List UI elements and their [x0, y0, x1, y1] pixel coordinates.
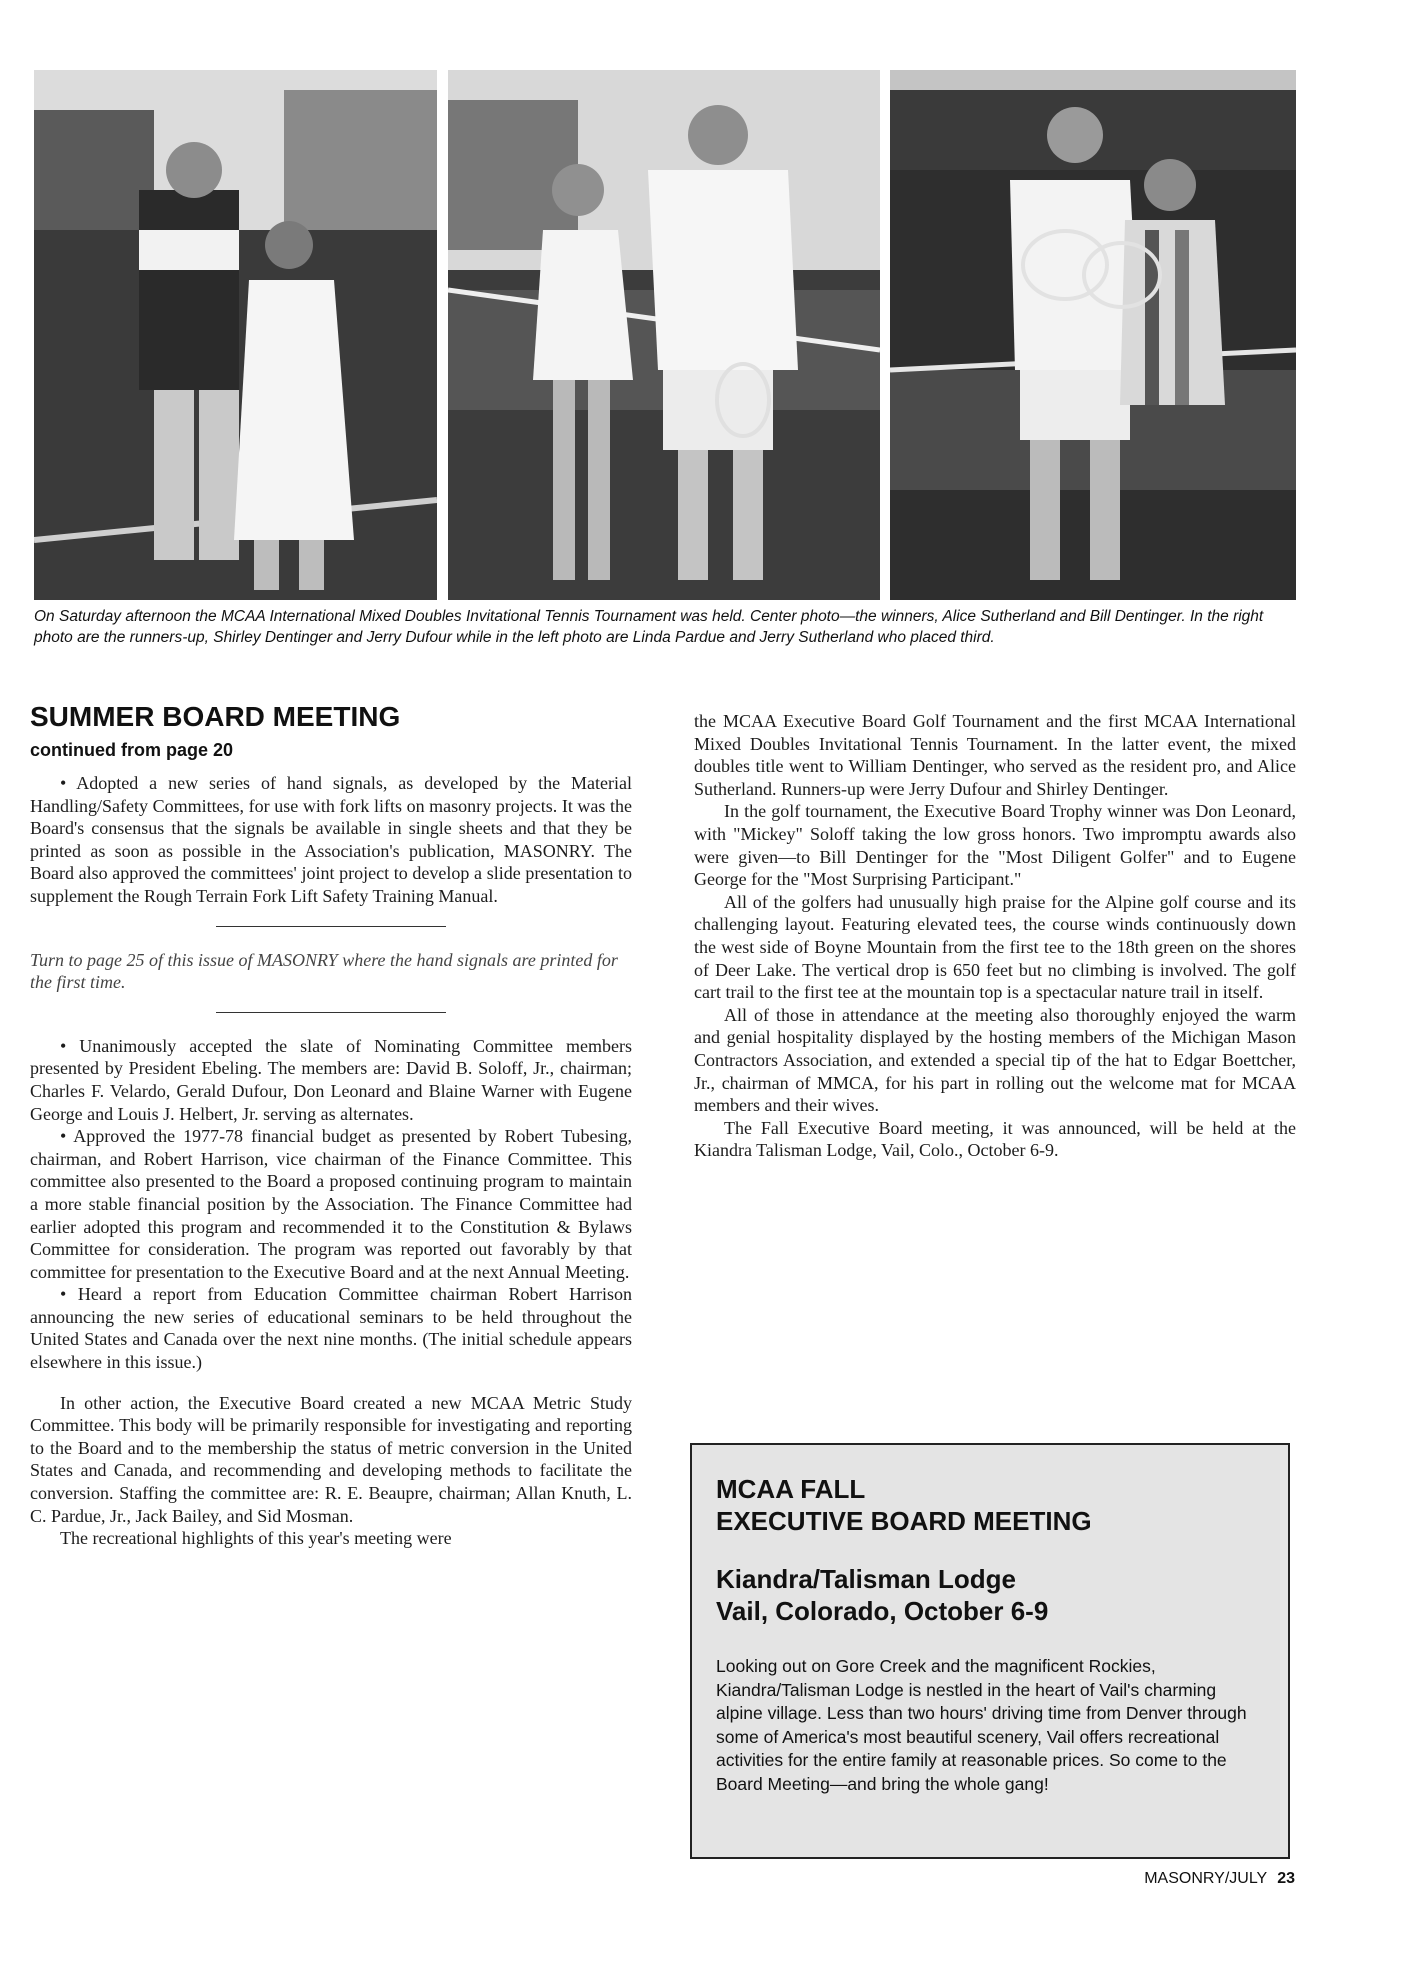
photo-center-image	[448, 70, 880, 600]
box-title-line-1: MCAA FALL	[716, 1474, 866, 1504]
fall-meeting-box	[690, 1443, 1290, 1859]
paragraph: The Fall Executive Board meeting, it was announced, will be held at the Kiandra Talisman Lodge, Vail, Colo., October 6-9.	[694, 1117, 1296, 1161]
photo-center	[448, 70, 880, 600]
divider	[216, 926, 446, 927]
paragraph: • Unanimously accepted the slate of Nominating Committee members presented by President Ebeling. The members are: David B. Soloff, Jr., chairman; Charles F. Velardo, Gerald Dufour, Don Leonard and Blaine Warner with Eugene George and Louis J. Helbert, Jr. serving as alternates.	[30, 1035, 632, 1124]
paragraph: • Adopted a new series of hand signals, as developed by the Material Handling/Safety Committees, for use with fork lifts on masonry projects. It was the Board's consensus that the signals be available in single sheets and that they be printed as soon as possible in the Association's publication, MASONRY. The Board also approved the committees' joint project to develop a slide presentation to supplement the Rough Terrain Fork Lift Safety Training Manual.	[30, 773, 632, 906]
photo-left	[34, 70, 437, 600]
paragraph: All of the golfers had unusually high praise for the Alpine golf course and its challenging layout. Featuring elevated tees, the course winds continuously down the west side of Boyne Mountain from the first tee to the 18th green on the shores of Deer Lake. The vertical drop is 650 feet but no climbing is involved. The golf cart trail to the first tee at the mountain top is a spectacular nature trail in itself.	[694, 891, 1296, 1003]
paragraph: In the golf tournament, the Executive Board Trophy winner was Don Leonard, with "Mickey" Soloff taking the low gross honors. Two impromptu awards also were given—to Bill Dentinger for the "Most Diligent Golfer" and to Eugene George for the "Most Surprising Participant."	[694, 801, 1296, 890]
paragraph: All of those in attendance at the meeting also thoroughly enjoyed the warm and genial hospitality displayed by the hosting members of the Michigan Mason Contractors Association, and extended a special tip of the hat to Edgar Boettcher, Jr., chairman of MMCA, for his part in rolling out the welcome mat for MCAA members and their wives.	[694, 1004, 1296, 1116]
photo-caption: On Saturday afternoon the MCAA International Mixed Doubles Invitational Tennis Tournament was held. Center photo—the winners, Alice Sutherland and Bill Dentinger. In the right photo are the runners-up, Shirley Dentinger and Jerry Dufour while in the left photo are Linda Pardue and Jerry Sutherland who placed third.	[34, 608, 1264, 646]
paragraph: In other action, the Executive Board created a new MCAA Metric Study Committee. This body will be primarily responsible for investigating and reporting to the Board and to the membership the status of metric conversion in the United States and Canada, and recommending and developing methods to facilitate the conversion. Staffing the committee are: R. E. Beaupre, chairman; Allan Knuth, L. C. Pardue, Jr., Jack Bailey, and Sid Mosman.	[30, 1392, 632, 1526]
article-right-column	[694, 710, 1296, 1162]
hand-signals-note: Turn to page 25 of this issue of MASONRY where the hand signals are printed for the first time.	[30, 949, 618, 993]
paragraph: • Heard a report from Education Committee chairman Robert Harrison announcing the new series of educational seminars to be held throughout the United States and Canada over the next nine months. (The initial schedule appears elsewhere in this issue.)	[30, 1284, 632, 1373]
box-subtitle-line-1: Kiandra/Talisman Lodge	[716, 1564, 1017, 1594]
photo-left-image	[34, 70, 437, 600]
page-footer	[1144, 1870, 1295, 1888]
article-left-column	[30, 700, 632, 1550]
box-body: Looking out on Gore Creek and the magnificent Rockies, Kiandra/Talisman Lodge is nestled in the heart of Vail's charming alpine village. Less than two hours' driving time from Denver through some of America's most beautiful scenery, Vail offers recreational activities for the entire family at reasonable prices. So come to the Board Meeting—and bring the whole gang!	[716, 1656, 1247, 1794]
photo-right	[890, 70, 1296, 600]
box-title-line-2: EXECUTIVE BOARD MEETING	[716, 1506, 1092, 1536]
paragraph: The recreational highlights of this year's meeting were	[60, 1528, 452, 1549]
paragraph: • Approved the 1977-78 financial budget as presented by Robert Tubesing, chairman, and Robert Harrison, vice chairman of the Finance Committee. This committee also presented to the Board a proposed continuing program to maintain a more stable financial position by the Association. The Finance Committee had earlier adopted this program and recommended it to the Constitution & Bylaws Committee for consideration. The program was reported out favorably by that committee for presentation to the Executive Board and at the next Annual Meeting.	[30, 1126, 632, 1282]
article-title: SUMMER BOARD MEETING	[30, 701, 401, 732]
publication-name: MASONRY/JULY	[1144, 1870, 1268, 1887]
divider	[216, 1012, 446, 1013]
continued-note: continued from page 20	[30, 740, 234, 760]
page-number: 23	[1277, 1870, 1295, 1887]
photo-right-image	[890, 70, 1296, 600]
paragraph: the MCAA Executive Board Golf Tournament and the first MCAA International Mixed Doubles Invitational Tennis Tournament. In the latter event, the mixed doubles title went to William Dentinger, who served as the resident pro, and Alice Sutherland. Runners-up were Jerry Dufour and Shirley Dentinger.	[694, 711, 1296, 799]
box-subtitle-line-2: Vail, Colorado, October 6-9	[716, 1596, 1049, 1626]
